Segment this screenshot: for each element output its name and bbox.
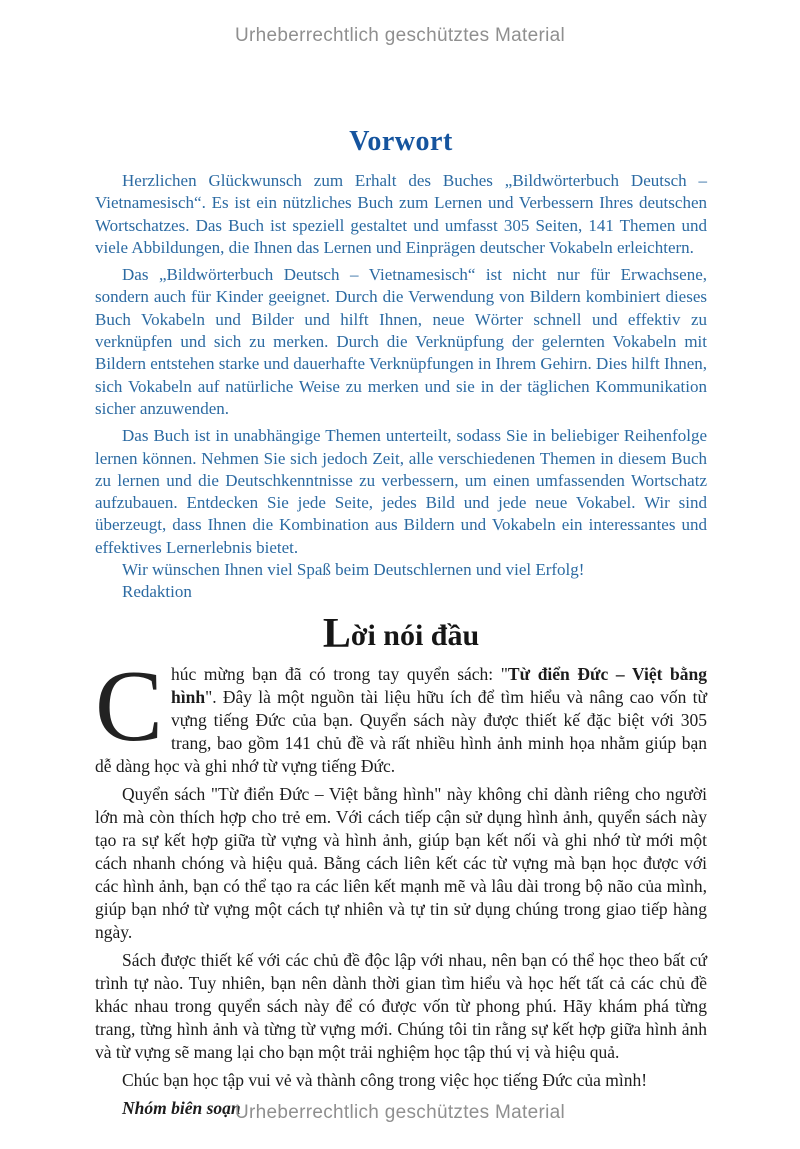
loi-noi-dau-title xyxy=(95,610,707,657)
vorwort-signature: Redaktion xyxy=(122,582,192,602)
viet-paragraph-1 xyxy=(95,649,707,778)
viet-paragraph-2: Quyển sách "Từ điển Đức – Việt bằng hình" này không chỉ dành riêng cho người lớn mà còn thích hợp cho trẻ em. Với cách tiếp cận sử dụng hình ảnh, quyển sách này tạo ra sự kết hợp giữa từ vựng và hình ảnh, giúp bạn kết nối và ghi nhớ từ mới một cách nhanh chóng và hiệu quả. Bằng cách liên kết các từ vựng mà bạn học được với các hình ảnh, bạn có thể tạo ra các liên kết mạnh mẽ và lâu dài trong bộ não của mình, giúp bạn nhớ từ vựng một cách tự nhiên và tự tin sử dụng chúng trong giao tiếp hàng ngày. xyxy=(95,783,707,942)
vorwort-paragraph-2: Das „Bildwörterbuch Deutsch – Vietnamesisch“ ist nicht nur für Erwachsene, sondern auch für Kinder geeignet. Durch die Verwendung von Bildern kombiniert dieses Buch Vokabeln und Bilder und hilft Ihnen, neue Wörter schnell und effektiv zu verknüpfen und sich zu merken. Durch die Verknüpfung der gelernten Vokabeln mit Bildern entstehen starke und dauerhafte Verknüpfungen in Ihrem Gehirn. Dies hilft Ihnen, sich Vokabeln auf natürliche Weise zu merken und sie in der täglichen Kommunikation sicher anzuwenden. xyxy=(95,265,707,418)
dropcap-letter: C xyxy=(95,649,164,763)
viet-closing-line: Chúc bạn học tập vui vẻ và thành công trong việc học tiếng Đức của mình! xyxy=(122,1069,648,1090)
copyright-notice-top: Urheberrechtlich geschütztes Material xyxy=(234,25,566,46)
vorwort-closing-line: Wir wünschen Ihnen viel Spaß beim Deutschlernen und viel Erfolg! xyxy=(122,560,585,580)
loi-noi-dau-title-rest: ời nói đầu xyxy=(350,618,480,652)
loi-noi-dau-section xyxy=(95,649,707,1120)
viet-paragraph-1-text-after: ". Đây là một nguồn tài liệu hữu ích để tìm hiểu và nâng cao vốn từ vựng tiếng Đức của bạn. Quyển sách này được thiết kế đặc biệt với 305 trang, bao gồm 141 chủ đề và rất nhiều hình ảnh minh họa nhằm giúp bạn dễ dàng học và ghi nhớ từ vựng tiếng Đức. xyxy=(95,686,707,776)
page-content xyxy=(95,0,707,1125)
vorwort-title: Vorwort xyxy=(349,126,453,157)
vorwort-paragraph-1: Herzlichen Glückwunsch zum Erhalt des Buches „Bildwörterbuch Deutsch – Vietnamesisch“. Es ist ein nützliches Buch zum Lernen und Verbessern Ihres deutschen Wortschatzes. Das Buch ist speziell gestaltet und umfasst 305 Seiten, 141 Themen und viele Abbildungen, die Ihnen das Lernen und Einprägen deutscher Vokabeln erleichtern. xyxy=(95,171,707,257)
viet-signature: Nhóm biên soạn xyxy=(122,1097,241,1118)
viet-paragraph-1-bold-book-title: Từ điển Đức – Việt bằng hình xyxy=(171,663,707,707)
viet-paragraph-3: Sách được thiết kế với các chủ đề độc lập với nhau, nên bạn có thể học theo bất cứ trình tự nào. Tuy nhiên, bạn nên dành thời gian tìm hiểu và học hết tất cả các chủ đề khác nhau trong quyển sách này để có được vốn từ phong phú. Hãy khám phá từng trang, từng hình ảnh và từng từ vựng mới. Chúng tôi tin rằng sự kết hợp giữa hình ảnh và từ vựng sẽ mang lại cho bạn một trải nghiệm học tập thú vị và hiệu quả. xyxy=(95,949,707,1062)
vorwort-paragraph-3: Das Buch ist in unabhängige Themen unterteilt, sodass Sie in beliebiger Reihenfolge lernen können. Nehmen Sie sich jedoch Zeit, alle verschiedenen Themen in diesem Buch zu lernen und die Deutschkenntnisse zu verbessern, um einen umfassenden Wortschatz aufzubauen. Entdecken Sie jede Seite, jedes Bild und jede neue Vokabel. Wir sind überzeugt, dass Ihnen die Kombination aus Bildern und Vokabeln ein interessantes und effektives Lernerlebnis bietet. xyxy=(95,426,707,557)
vorwort-section xyxy=(95,170,707,604)
loi-noi-dau-title-initial: L xyxy=(322,610,351,657)
copyright-notice-bottom: Urheberrechtlich geschütztes Material xyxy=(234,1102,566,1123)
viet-paragraph-1-text: húc mừng bạn đã có trong tay quyển sách: " xyxy=(171,663,508,684)
